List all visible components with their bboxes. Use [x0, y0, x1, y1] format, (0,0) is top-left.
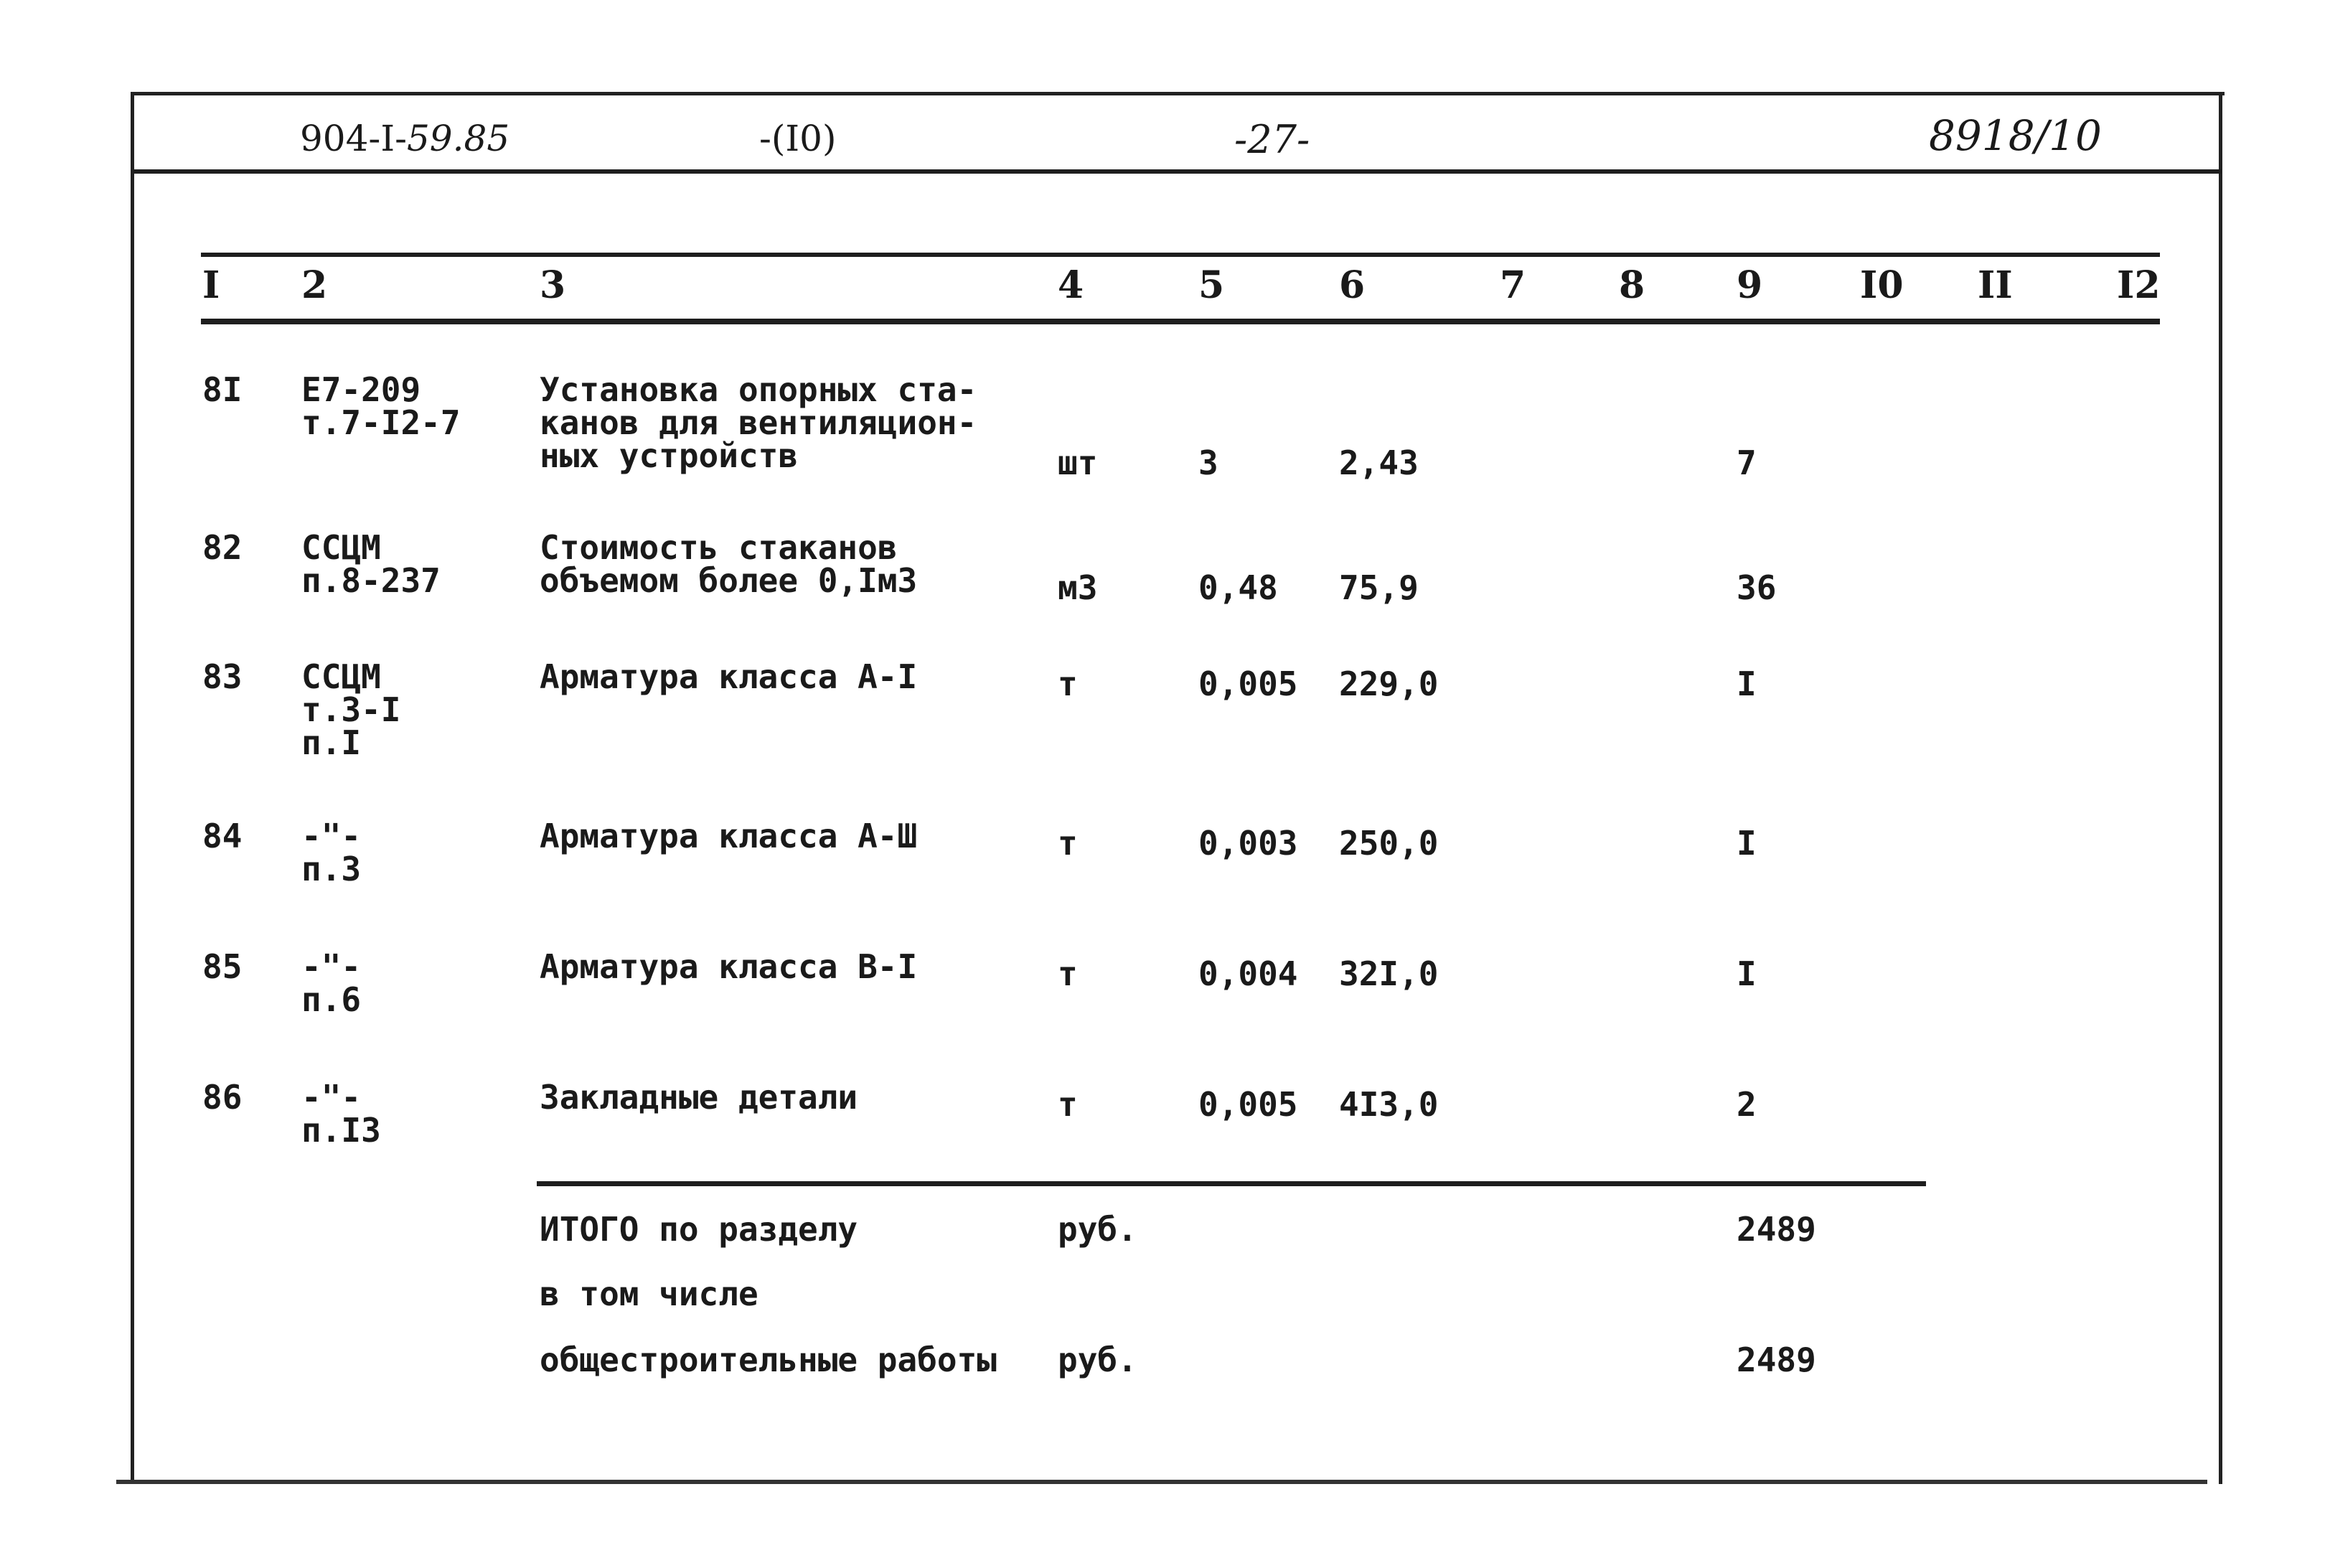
row-code [301, 1078, 381, 1150]
code-line: п.3 [301, 850, 362, 888]
row-description [540, 370, 977, 475]
column-number-3: 3 [540, 263, 566, 307]
frame-right-border [2219, 92, 2222, 1484]
row-unit: шт [1058, 443, 1098, 482]
row-description [540, 657, 918, 696]
summary-unit: руб. [1058, 1210, 1137, 1249]
row-description [540, 947, 918, 986]
row-unit: т [1058, 954, 1078, 993]
summary-unit: руб. [1058, 1341, 1137, 1379]
description-line: Стоимость стаканов [540, 528, 898, 567]
row-total: 7 [1737, 443, 1757, 482]
row-total: I [1737, 824, 1757, 863]
summary-label: в том числе [540, 1274, 758, 1313]
code-line: ССЦМ [301, 528, 381, 567]
row-unit: м3 [1058, 568, 1098, 607]
row-total: 2 [1737, 1085, 1757, 1124]
frame-bottom-border [116, 1480, 2207, 1484]
document-code-handwritten: 59.85 [406, 118, 510, 159]
row-total: I [1737, 954, 1757, 993]
column-number-7: 7 [1500, 263, 1526, 307]
table-header-rule [201, 319, 2160, 324]
column-number-5: 5 [1198, 263, 1225, 307]
row-unit-price: 32I,0 [1339, 954, 1439, 993]
frame-top-border [133, 92, 2225, 95]
row-unit: т [1058, 824, 1078, 863]
column-number-6: 6 [1339, 263, 1366, 307]
row-description [540, 817, 918, 855]
code-line: -"- [301, 1078, 362, 1117]
row-description [540, 528, 918, 600]
code-line: -"- [301, 817, 362, 855]
row-total: I [1737, 665, 1757, 703]
row-unit: т [1058, 1085, 1078, 1124]
code-line: п.I [301, 723, 362, 762]
code-line: ССЦМ [301, 657, 381, 696]
row-unit: т [1058, 665, 1078, 703]
row-quantity: 3 [1198, 443, 1218, 482]
row-number: 85 [202, 947, 243, 986]
description-line: объемом более 0,Iм3 [540, 561, 918, 600]
row-quantity: 0,003 [1198, 824, 1298, 863]
row-code [301, 817, 362, 888]
row-total: 36 [1737, 568, 1777, 607]
summary-label: ИТОГО по разделу [540, 1210, 858, 1249]
document-code [300, 118, 510, 159]
row-unit-price: 2,43 [1339, 443, 1419, 482]
column-number-1: I [202, 263, 220, 307]
document-code-printed: 904-I- [300, 118, 407, 159]
column-number-11: II [1978, 263, 2013, 307]
row-unit-price: 229,0 [1339, 665, 1439, 703]
row-code [301, 657, 401, 762]
table-top-rule [201, 253, 2160, 257]
code-line: -"- [301, 947, 362, 986]
column-number-2: 2 [301, 263, 328, 307]
description-line: ных устройств [540, 436, 799, 475]
description-line: Закладные детали [540, 1078, 858, 1117]
row-quantity: 0,48 [1198, 568, 1278, 607]
row-number: 84 [202, 817, 243, 855]
code-line: п.I3 [301, 1111, 381, 1150]
row-quantity: 0,005 [1198, 665, 1298, 703]
description-line: Арматура класса А-Ш [540, 817, 918, 855]
description-line: канов для вентиляцион- [540, 403, 977, 442]
row-quantity: 0,005 [1198, 1085, 1298, 1124]
column-number-10: I0 [1860, 263, 1904, 307]
row-unit-price: 250,0 [1339, 824, 1439, 863]
row-code [301, 947, 362, 1019]
code-line: т.3-I [301, 690, 401, 729]
code-line: Е7-209 [301, 370, 421, 409]
row-unit-price: 4I3,0 [1339, 1085, 1439, 1124]
row-description [540, 1078, 858, 1117]
column-number-12: I2 [2117, 263, 2161, 307]
row-number: 8I [202, 370, 243, 409]
code-line: п.8-237 [301, 561, 441, 600]
code-line: п.6 [301, 980, 362, 1019]
sheet-number: 8918/10 [1929, 111, 2102, 160]
description-line: Арматура класса В-I [540, 947, 918, 986]
description-line: Установка опорных ста- [540, 370, 977, 409]
row-number: 86 [202, 1078, 243, 1117]
summary-rule [537, 1181, 1926, 1186]
column-number-9: 9 [1737, 263, 1763, 307]
row-unit-price: 75,9 [1339, 568, 1419, 607]
row-number: 83 [202, 657, 243, 696]
column-number-8: 8 [1619, 263, 1645, 307]
summary-label: общестроительные работы [540, 1341, 997, 1379]
header-rule [133, 169, 2222, 174]
row-code [301, 528, 441, 600]
summary-total: 2489 [1737, 1210, 1816, 1249]
column-number-4: 4 [1058, 263, 1084, 307]
page-number: -27- [1234, 117, 1310, 162]
code-line: т.7-I2-7 [301, 403, 461, 442]
row-number: 82 [202, 528, 243, 567]
section-number: -(I0) [759, 118, 837, 159]
description-line: Арматура класса А-I [540, 657, 918, 696]
frame-left-border [131, 92, 134, 1484]
summary-total: 2489 [1737, 1341, 1816, 1379]
row-quantity: 0,004 [1198, 954, 1298, 993]
row-code [301, 370, 461, 442]
